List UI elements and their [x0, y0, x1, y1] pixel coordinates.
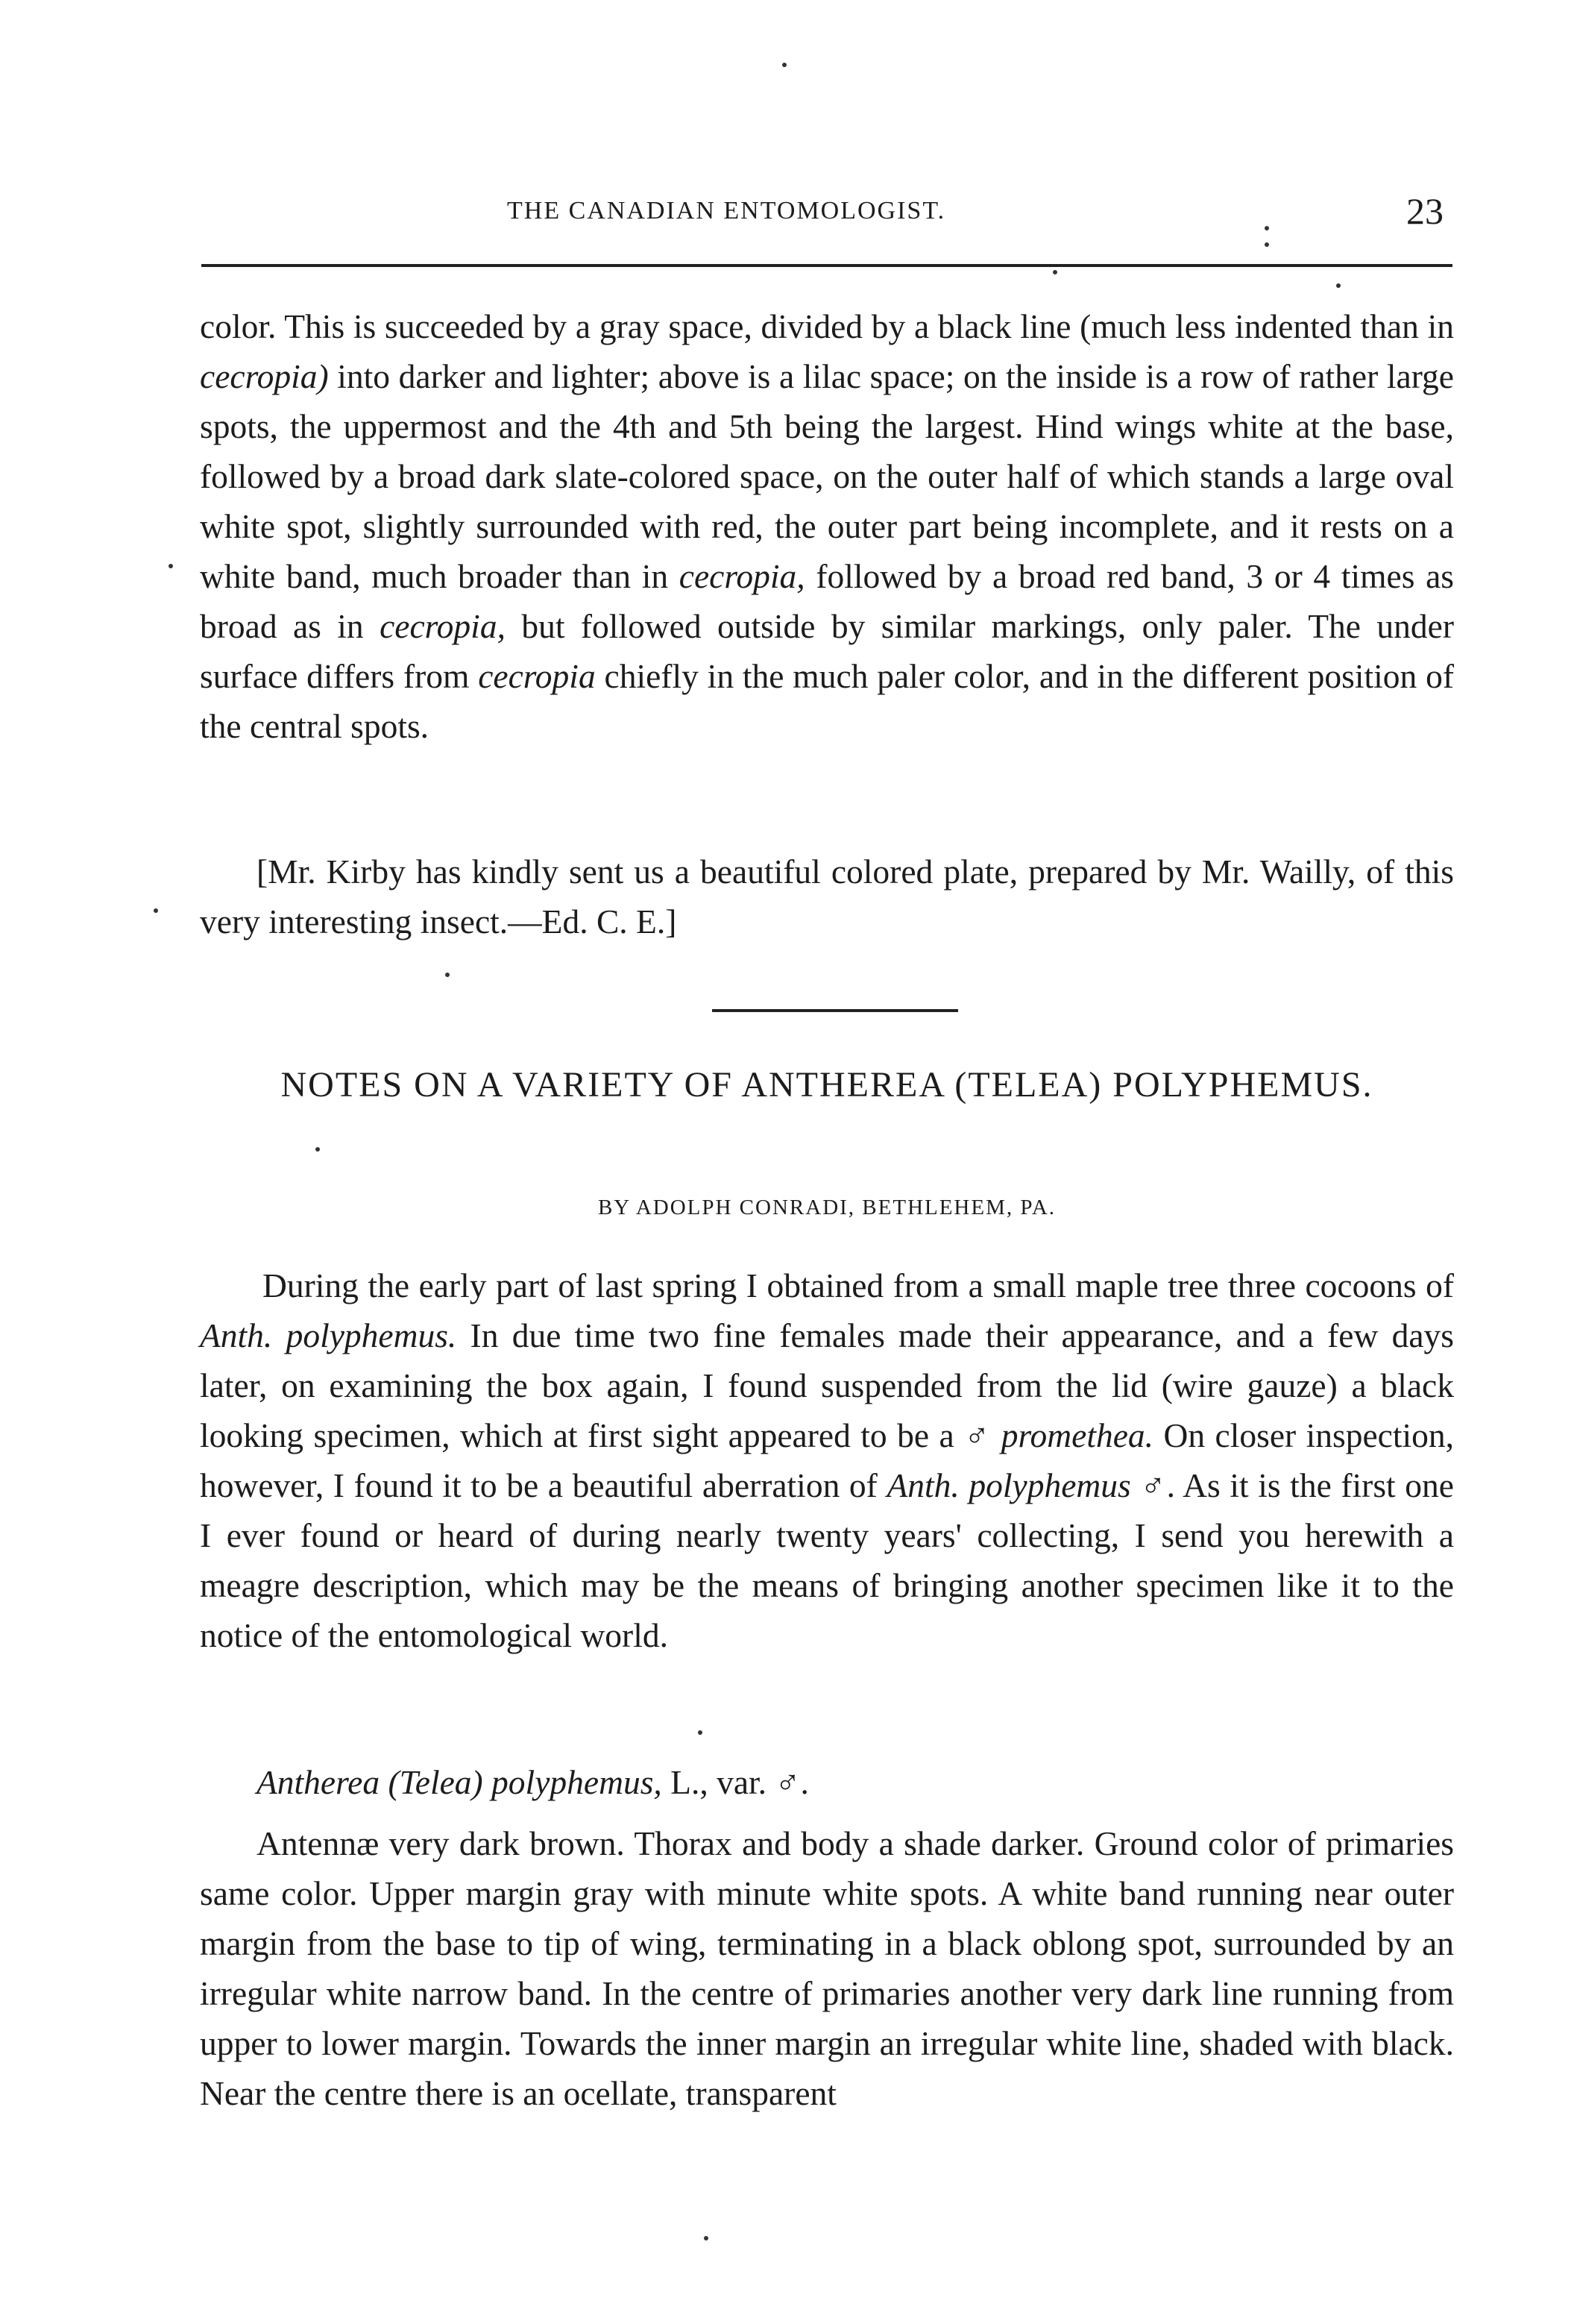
- header-rule: [201, 264, 1452, 267]
- print-speck: [315, 1147, 320, 1152]
- running-title: THE CANADIAN ENTOMOLOGIST.: [507, 197, 946, 224]
- editor-note: [Mr. Kirby has kindly sent us a beautiful colored plate, prepared by Mr. Wailly, of this very interesting insect.—Ed. C. E.]: [200, 852, 1454, 940]
- print-speck: [154, 908, 158, 913]
- print-speck: [698, 1730, 702, 1735]
- page-number: 23: [1406, 190, 1444, 232]
- italic-text: cecropia: [478, 657, 596, 695]
- print-speck: [445, 973, 450, 977]
- italic-text: cecropia): [200, 357, 329, 395]
- description-paragraph: Antennæ very dark brown. Thorax and body a shade darker. Ground color of primaries same color. Upper margin gray with minute white spots. A white band running near outer margin from the base to tip of wing, terminating in a black oblong spot, surrounded by an irregular white narrow band. In the centre of primaries another very dark line running from upper to lower margin. Towards the inner margin an irregular white line, shaded with black. Near the centre there is an ocellate, transparent: [200, 1824, 1454, 2112]
- specimen-heading: Antherea (Telea) polyphemus, L., var. ♂.: [256, 1763, 809, 1801]
- print-speck: [782, 63, 787, 67]
- running-head: [201, 190, 1454, 248]
- intro-paragraph: During the early part of last spring I obtained from a small maple tree three cocoons of Anth. polyphemus. In due time two fine females made their appearance, and a few days later, on examining the box again, I found suspended from the lid (wire gauze) a black looking specimen, which at first sight appeared to be a ♂ promethea. On closer inspection, however, I found it to be a beautiful aberration of Anth. polyphemus ♂. As it is the first one I ever found or heard of during nearly twenty years' collecting, I send you herewith a meagre description, which may be the means of bringing another specimen like it to the notice of the entomological world.: [200, 1266, 1454, 1654]
- section-divider: [712, 1009, 958, 1012]
- italic-text: Antherea (Telea) polyphemus,: [256, 1763, 662, 1801]
- article-title: NOTES ON A VARIETY OF ANTHEREA (TELEA) POLYPHEMUS.: [280, 1065, 1373, 1105]
- print-speck: [704, 2236, 708, 2240]
- print-speck: [1053, 270, 1057, 274]
- italic-text: Anth. polyphemus: [887, 1466, 1131, 1504]
- continuation-paragraph: color. This is succeeded by a gray space, divided by a black line (much less indented than in cecropia) into darker and lighter; above is a lilac space; on the inside is a row of rather large spots, the uppermost and the 4th and 5th being the largest. Hind wings white at the base, followed by a broad dark slate-colored space, on the outer half of which stands a large oval white spot, slightly surrounded with red, the outer part being incomplete, and it rests on a white band, much broader than in cecropia, followed by a broad red band, 3 or 4 times as broad as in cecropia, but followed outside by similar markings, only paler. The under surface differs from cecropia chiefly in the much paler color, and in the different position of the central spots.: [200, 307, 1455, 745]
- italic-text: promethea.: [1001, 1416, 1154, 1454]
- article-byline: BY ADOLPH CONRADI, BETHLEHEM, PA.: [597, 1196, 1057, 1219]
- print-speck: [1336, 283, 1341, 288]
- italic-text: Anth. polyphemus.: [200, 1316, 457, 1354]
- print-speck: [169, 564, 173, 568]
- italic-text: cecropia,: [380, 607, 506, 645]
- italic-text: cecropia,: [679, 557, 805, 595]
